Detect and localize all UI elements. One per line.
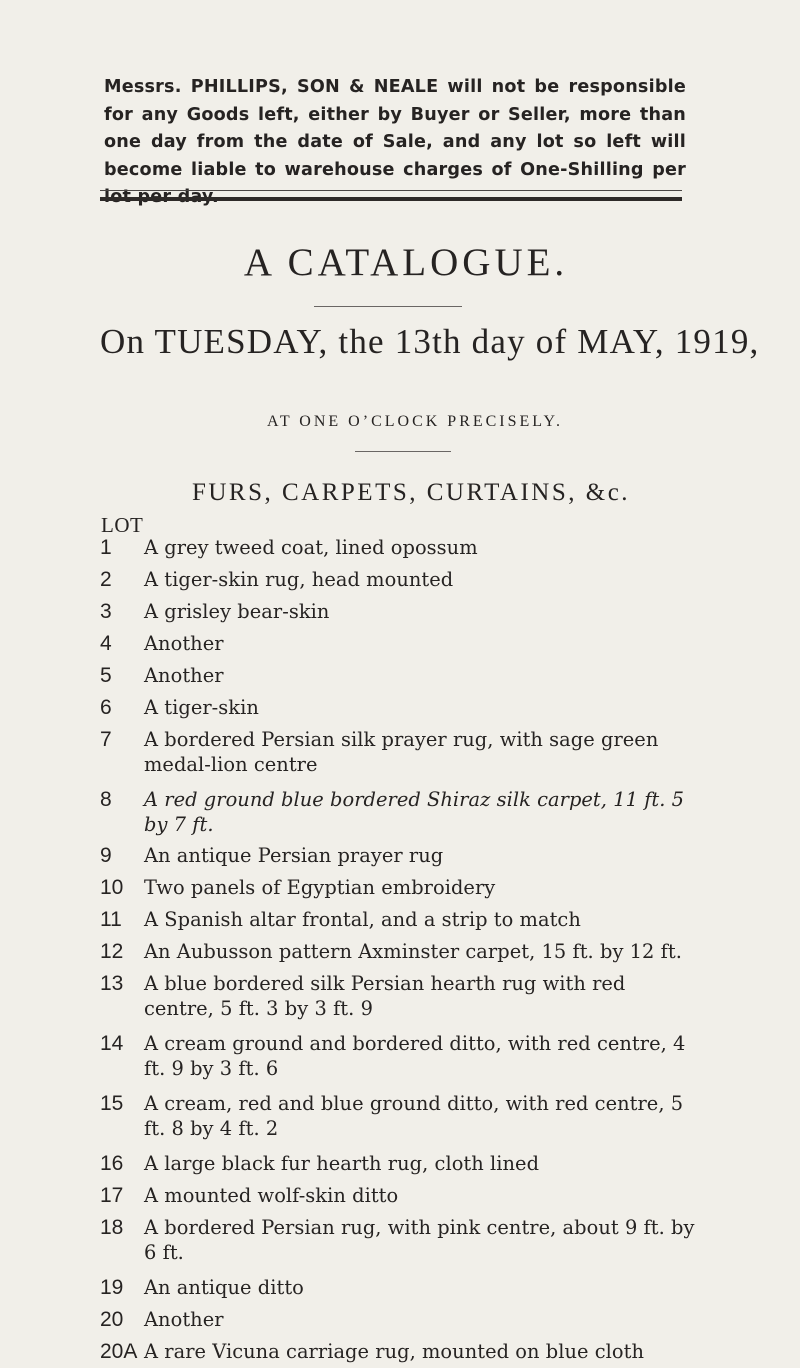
sale-time: AT ONE O’CLOCK PRECISELY. [267, 413, 563, 430]
lot-number: 1 [100, 536, 112, 559]
lot-row [100, 1088, 700, 1148]
lot-description: Another [144, 632, 224, 655]
lot-number: 15 [100, 1092, 124, 1115]
section-title: FURS, CARPETS, CURTAINS, &c. [191, 479, 631, 506]
lot-row [100, 628, 700, 660]
lot-number: 6 [100, 696, 112, 719]
lot-row [100, 1272, 700, 1304]
lot-row [100, 564, 700, 596]
lot-row [100, 1212, 700, 1272]
lot-description: An Aubusson pattern Axminster carpet, 15 ft. by 12 ft. [144, 940, 682, 963]
lot-number: 20 [100, 1308, 124, 1331]
lot-description: A Spanish altar frontal, and a strip to match [144, 908, 581, 931]
lot-number: 10 [100, 876, 124, 899]
lot-row [100, 968, 700, 1028]
lot-row [100, 1304, 700, 1336]
lot-row [100, 1028, 700, 1088]
lot-number: 2 [100, 568, 112, 591]
lot-list [100, 532, 700, 1368]
lot-row [100, 532, 700, 564]
lot-description: A bordered Persian silk prayer rug, with sage green medal-lion centre [144, 728, 659, 776]
lot-number: 9 [100, 844, 112, 867]
lot-row [100, 936, 700, 968]
lot-row [100, 692, 700, 724]
lot-number: 3 [100, 600, 112, 623]
lot-column-header: LOT [101, 513, 144, 537]
lot-row [100, 724, 700, 784]
lot-description: Two panels of Egyptian embroidery [144, 876, 496, 899]
title-divider [314, 306, 462, 307]
divider-thin [100, 190, 682, 191]
lot-row [100, 904, 700, 936]
lot-number: 5 [100, 664, 112, 687]
lot-description: An antique Persian prayer rug [144, 844, 444, 867]
lot-description: A large black fur hearth rug, cloth lined [144, 1152, 540, 1175]
lot-number: 11 [100, 908, 122, 931]
lot-row [100, 1180, 700, 1212]
lot-description: An antique ditto [144, 1276, 304, 1299]
lot-number: 13 [100, 972, 124, 995]
sale-date: On TUESDAY, the 13th day of MAY, 1919, [100, 322, 760, 361]
catalogue-title: A CATALOGUE. [243, 241, 569, 284]
lot-row [100, 840, 700, 872]
lot-description: A grey tweed coat, lined opossum [144, 536, 478, 559]
lot-row [100, 872, 700, 904]
lot-row [100, 596, 700, 628]
lot-number: 7 [100, 728, 112, 751]
lot-row [100, 784, 700, 840]
lot-number: 12 [100, 940, 124, 963]
lot-description: A bordered Persian rug, with pink centre, about 9 ft. by 6 ft. [144, 1216, 695, 1264]
lot-description: A cream ground and bordered ditto, with red centre, 4 ft. 9 by 3 ft. 6 [144, 1032, 686, 1080]
divider-thick [100, 197, 682, 201]
lot-number: 19 [100, 1276, 124, 1299]
lot-number: 4 [100, 632, 112, 655]
lot-description: A mounted wolf-skin ditto [144, 1184, 399, 1207]
lot-description: Another [144, 664, 224, 687]
lot-number: 16 [100, 1152, 124, 1175]
lot-description: Another [144, 1308, 224, 1331]
lot-description: A red ground blue bordered Shiraz silk carpet, 11 ft. 5 by 7 ft. [144, 788, 685, 836]
lot-description: A tiger-skin [144, 696, 259, 719]
lot-row [100, 1336, 700, 1368]
lot-number: 8 [100, 788, 112, 811]
lot-description: A grisley bear-skin [144, 600, 330, 623]
lot-number: 17 [100, 1184, 124, 1207]
responsibility-notice: Messrs. PHILLIPS, SON & NEALE will not be responsible for any Goods left, either by Buyer or Seller, more than one day from the date of Sale, and any lot so left will become liable to warehouse charges of One-Shilling per [104, 77, 686, 180]
lot-description: A blue bordered silk Persian hearth rug with red centre, 5 ft. 3 by 3 ft. 9 [144, 972, 626, 1020]
lot-description: A cream, red and blue ground ditto, with red centre, 5 ft. 8 by 4 ft. 2 [144, 1092, 684, 1140]
lot-description: A tiger-skin rug, head mounted [144, 568, 454, 591]
lot-row [100, 660, 700, 692]
lot-number: 20A [100, 1340, 138, 1363]
lot-number: 14 [100, 1032, 124, 1055]
lot-description: A rare Vicuna carriage rug, mounted on blue cloth [144, 1340, 645, 1363]
time-divider [355, 451, 451, 452]
lot-row [100, 1148, 700, 1180]
lot-number: 18 [100, 1216, 124, 1239]
